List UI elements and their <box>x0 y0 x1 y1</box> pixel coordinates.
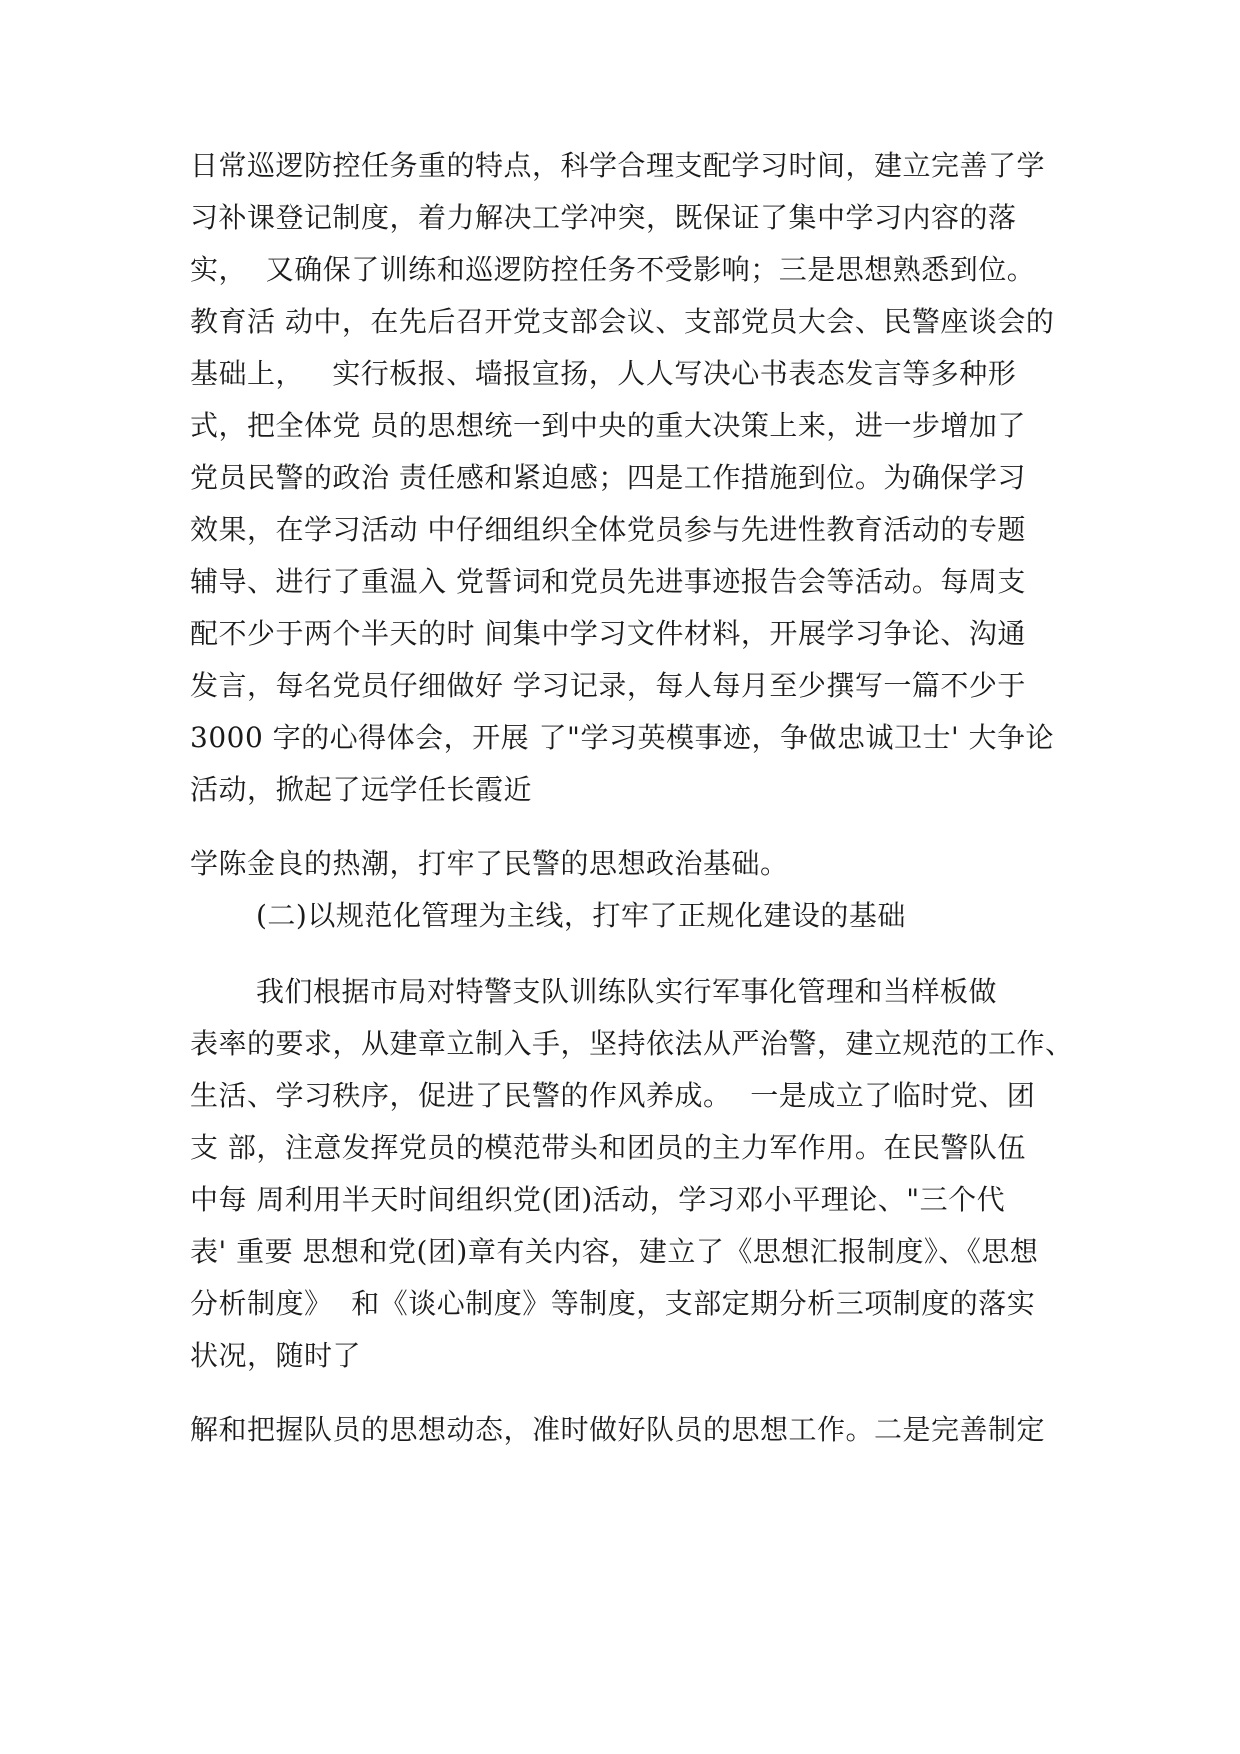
text-line: 效果，在学习活动 中仔细组织全体党员参与先进性教育活动的专题 <box>190 513 1026 546</box>
text-line: 习补课登记制度，着力解决工学冲突，既保证了集中学习内容的落 <box>190 201 1017 234</box>
text-line: 学陈金良的热潮，打牢了民警的思想政治基础。 <box>190 847 789 880</box>
text-line: 发言，每名党员仔细做好 学习记录，每人每月至少撰写一篇不少于 <box>190 669 1026 702</box>
text-line: 我们根据市局对特警支队训练队实行军事化管理和当样板做 <box>256 975 998 1008</box>
section-heading: (二)以规范化管理为主线，打牢了正规化建设的基础 <box>256 899 906 932</box>
text-line: 日常巡逻防控任务重的特点，科学合理支配学习时间，建立完善了学 <box>190 149 1046 182</box>
text-line: 教育活 动中，在先后召开党支部会议、支部党员大会、民警座谈会的 <box>190 305 1055 338</box>
text-line: 3000 字的心得体会，开展 了"学习英模事迹，争做忠诚卫士' 大争论 <box>190 721 1055 754</box>
text-line: 中每 周利用半天时间组织党(团)活动，学习邓小平理论、"三个代 <box>190 1183 1006 1216</box>
text-line: 生活、学习秩序，促进了民警的作风养成。 一是成立了临时党、团 <box>190 1079 1036 1112</box>
text-line: 活动，掀起了远学任长霞近 <box>190 773 533 806</box>
text-line: 状况，随时了 <box>190 1339 362 1372</box>
text-line: 基础上， 实行板报、墙报宣扬，人人写决心书表态发言等多种形 <box>190 357 1017 390</box>
text-line: 配不少于两个半天的时 间集中学习文件材料，开展学习争论、沟通 <box>190 617 1026 650</box>
text-line: 实， 又确保了训练和巡逻防控任务不受影响；三是思想熟悉到位。 <box>190 253 1036 286</box>
text-line: 式，把全体党 员的思想统一到中央的重大决策上来，进一步增加了 <box>190 409 1026 442</box>
text-line: 支 部，注意发挥党员的模范带头和团员的主力军作用。在民警队伍 <box>190 1131 1026 1164</box>
text-line: 表' 重要 思想和党(团)章有关内容，建立了《思想汇报制度》、《思想 <box>190 1235 1039 1268</box>
text-line: 辅导、进行了重温入 党誓词和党员先进事迹报告会等活动。每周支 <box>190 565 1026 598</box>
text-line: 党员民警的政治 责任感和紧迫感；四是工作措施到位。为确保学习 <box>190 461 1026 494</box>
text-line: 分析制度》 和《谈心制度》等制度，支部定期分析三项制度的落实 <box>190 1287 1036 1320</box>
text-line: 解和把握队员的思想动态，准时做好队员的思想工作。二是完善制定 <box>190 1413 1046 1446</box>
text-line: 表率的要求，从建章立制入手，坚持依法从严治警，建立规范的工作、 <box>190 1027 1074 1060</box>
